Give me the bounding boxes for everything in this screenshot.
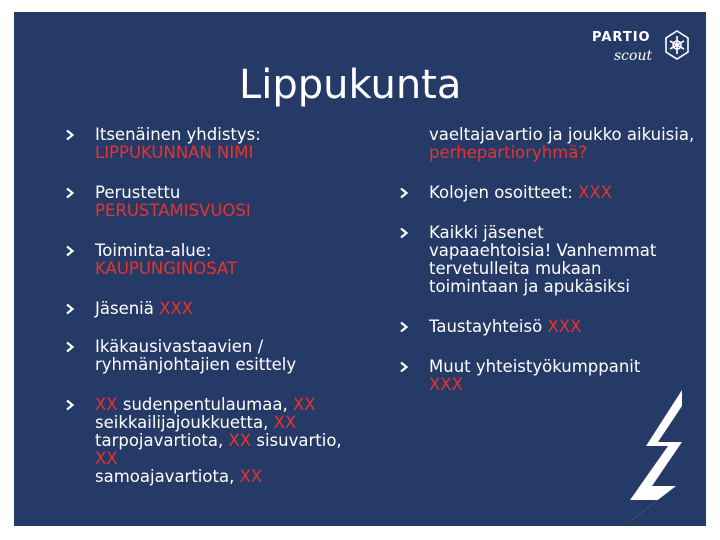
item-text: sisuvartio, bbox=[256, 431, 342, 450]
item-text: vaeltajavartio ja joukko aikuisia, bbox=[429, 125, 695, 144]
chevron-right-icon bbox=[64, 303, 76, 315]
item-text: Muut yhteistyökumppanit bbox=[429, 357, 641, 376]
item-highlight: XXX bbox=[578, 183, 613, 202]
count-placeholder: XX bbox=[95, 449, 118, 468]
count-placeholder: XX bbox=[273, 413, 297, 432]
chevron-right-icon bbox=[64, 129, 76, 141]
chevron-right-icon bbox=[398, 187, 410, 199]
item-highlight: XXX bbox=[159, 299, 194, 318]
left-bullet-list bbox=[64, 126, 364, 486]
count-placeholder: XX bbox=[228, 431, 252, 450]
slide bbox=[14, 12, 706, 526]
right-bullet-list bbox=[398, 126, 698, 394]
list-item bbox=[398, 184, 698, 202]
list-item-continuation bbox=[398, 126, 698, 162]
chevron-right-icon bbox=[398, 227, 410, 239]
item-highlight: KAUPUNGINOSAT bbox=[95, 259, 238, 278]
item-highlight: XXX bbox=[547, 317, 582, 336]
chevron-right-icon bbox=[398, 321, 410, 333]
logo-text: PARTIO bbox=[592, 30, 651, 45]
item-text: Kolojen osoitteet: bbox=[429, 183, 573, 202]
count-placeholder: XX bbox=[239, 467, 263, 486]
item-text: Toiminta-alue: bbox=[95, 241, 212, 260]
item-text: Perustettu bbox=[95, 183, 181, 202]
list-item bbox=[64, 300, 364, 318]
item-highlight: perhepartioryhmä? bbox=[429, 143, 588, 162]
chevron-right-icon bbox=[64, 399, 76, 411]
list-item bbox=[64, 396, 364, 486]
list-item bbox=[64, 126, 364, 162]
lightning-bolt-icon bbox=[624, 390, 686, 526]
list-item bbox=[64, 338, 364, 374]
item-text: Itsenäinen yhdistys: bbox=[95, 125, 261, 144]
item-text: Jäseniä bbox=[95, 299, 154, 318]
list-item bbox=[64, 242, 364, 278]
partio-scout-logo bbox=[592, 24, 702, 72]
item-highlight: LIPPUKUNNAN NIMI bbox=[95, 143, 254, 162]
logo-subtext: scout bbox=[614, 48, 653, 64]
chevron-right-icon bbox=[398, 361, 410, 373]
chevron-right-icon bbox=[64, 341, 76, 353]
item-text: Ikäkausivastaavien / ryhmänjohtajien esittely bbox=[95, 337, 297, 374]
list-item bbox=[398, 224, 659, 296]
item-highlight: XXX bbox=[429, 375, 463, 394]
list-item bbox=[398, 318, 698, 336]
slide-title: Lippukunta bbox=[239, 62, 462, 108]
count-placeholder: XX bbox=[292, 395, 316, 414]
item-text: samoajavartiota, bbox=[95, 467, 235, 486]
partio-emblem-icon bbox=[660, 28, 694, 62]
item-text: tarpojavartiota, bbox=[95, 431, 224, 450]
item-text: Kaikki jäsenet vapaaehtoisia! Vanhemmat tervetulleita mukaan toimintaan ja apukäsiksi bbox=[429, 223, 657, 296]
item-text: Taustayhteisö bbox=[429, 317, 543, 336]
item-text: sudenpentulaumaa, bbox=[122, 395, 288, 414]
item-highlight: PERUSTAMISVUOSI bbox=[95, 201, 251, 220]
list-item bbox=[64, 184, 364, 220]
count-placeholder: XX bbox=[95, 395, 118, 414]
item-text: seikkailijajoukkuetta, bbox=[95, 413, 269, 432]
chevron-right-icon bbox=[64, 187, 76, 199]
chevron-right-icon bbox=[64, 245, 76, 257]
list-item bbox=[398, 358, 698, 394]
